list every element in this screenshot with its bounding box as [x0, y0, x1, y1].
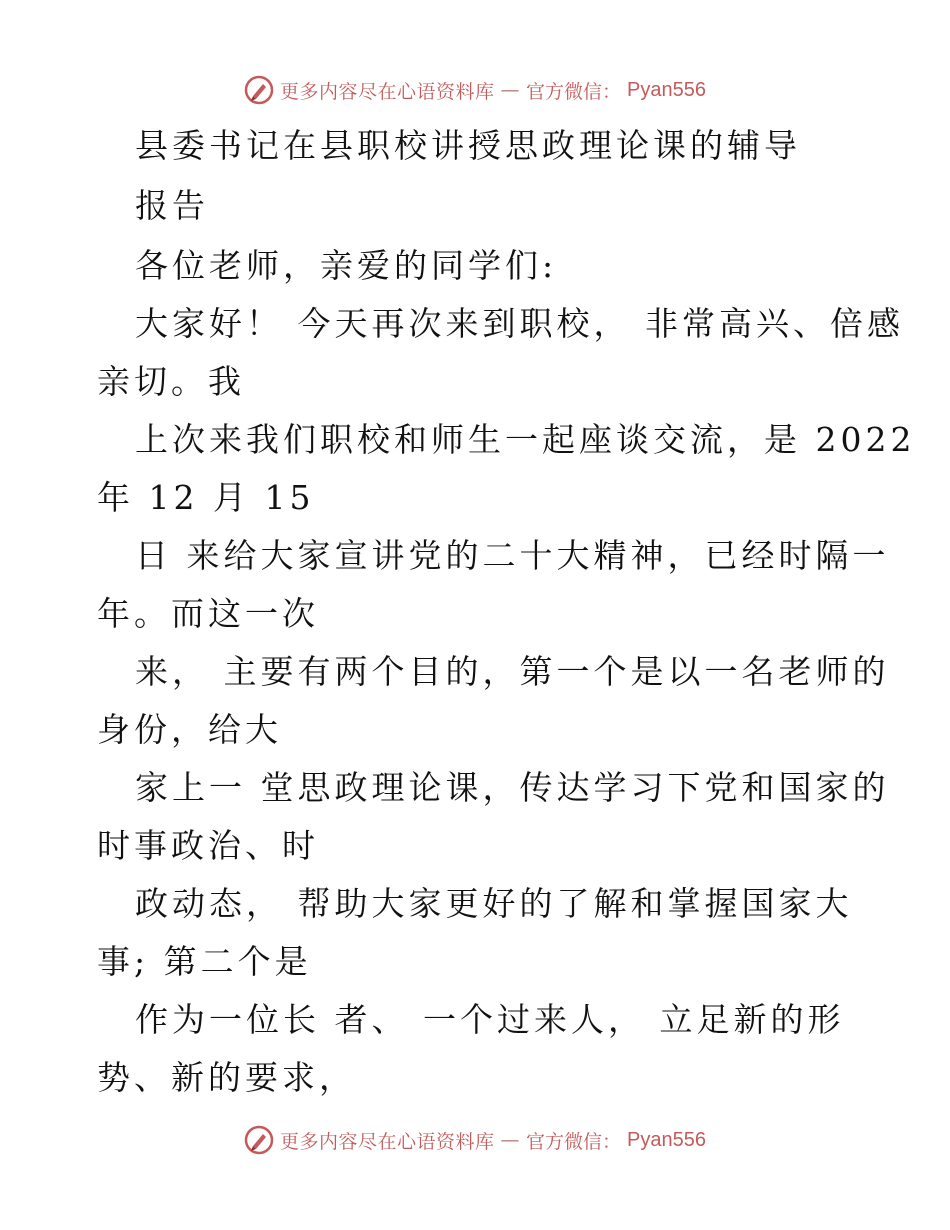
paragraph-line: 年。而这一次: [97, 594, 319, 633]
watermark-brand: 更多内容尽在心语资料库: [280, 80, 495, 103]
paragraph-line: 年 12 月 15: [97, 478, 315, 517]
paragraph-line: 来， 主要有两个目的，第一个是以一名老师的: [135, 652, 890, 691]
paragraph-line: 势、新的要求，: [97, 1058, 356, 1097]
watermark: [244, 1125, 706, 1155]
paragraph-line: 大家好！ 今天再次来到职校， 非常高兴、倍感: [135, 304, 904, 343]
watermark-official-label: 官方微信：: [526, 1130, 622, 1153]
pen-logo-icon: [244, 75, 274, 105]
watermark-official-label: 官方微信：: [526, 80, 622, 103]
paragraph-line: 亲切。我: [97, 362, 245, 401]
watermark-id: Pyan556: [627, 78, 706, 101]
paragraph-line: 身份，给大: [97, 710, 282, 749]
paragraph-line: 家上一 堂思政理论课，传达学习下党和国家的: [135, 768, 890, 807]
watermark-brand: 更多内容尽在心语资料库: [280, 1130, 495, 1153]
title-line-1: 县委书记在县职校讲授思政理论课的辅导: [135, 126, 801, 165]
paragraph-line: 作为一位长 者、 一个过来人， 立足新的形: [135, 1000, 845, 1039]
paragraph-line: 日 来给大家宣讲党的二十大精神，已经时隔一: [135, 536, 890, 575]
header-watermark: [0, 70, 950, 110]
paragraph-line: 政动态， 帮助大家更好的了解和掌握国家大: [135, 884, 853, 923]
paragraph-line: 时事政治、时: [97, 826, 319, 865]
watermark-separator: —: [500, 79, 521, 101]
title-line-2: 报告: [135, 186, 209, 225]
watermark-separator: —: [500, 1129, 521, 1151]
footer-watermark: [0, 1120, 950, 1160]
watermark: [244, 75, 706, 105]
paragraph-line: 上次来我们职校和师生一起座谈交流，是 2022: [135, 420, 916, 459]
greeting-line: 各位老师，亲爱的同学们:: [135, 246, 558, 285]
paragraph-line: 事; 第二个是: [97, 942, 312, 981]
watermark-id: Pyan556: [627, 1128, 706, 1151]
pen-logo-icon: [244, 1125, 274, 1155]
